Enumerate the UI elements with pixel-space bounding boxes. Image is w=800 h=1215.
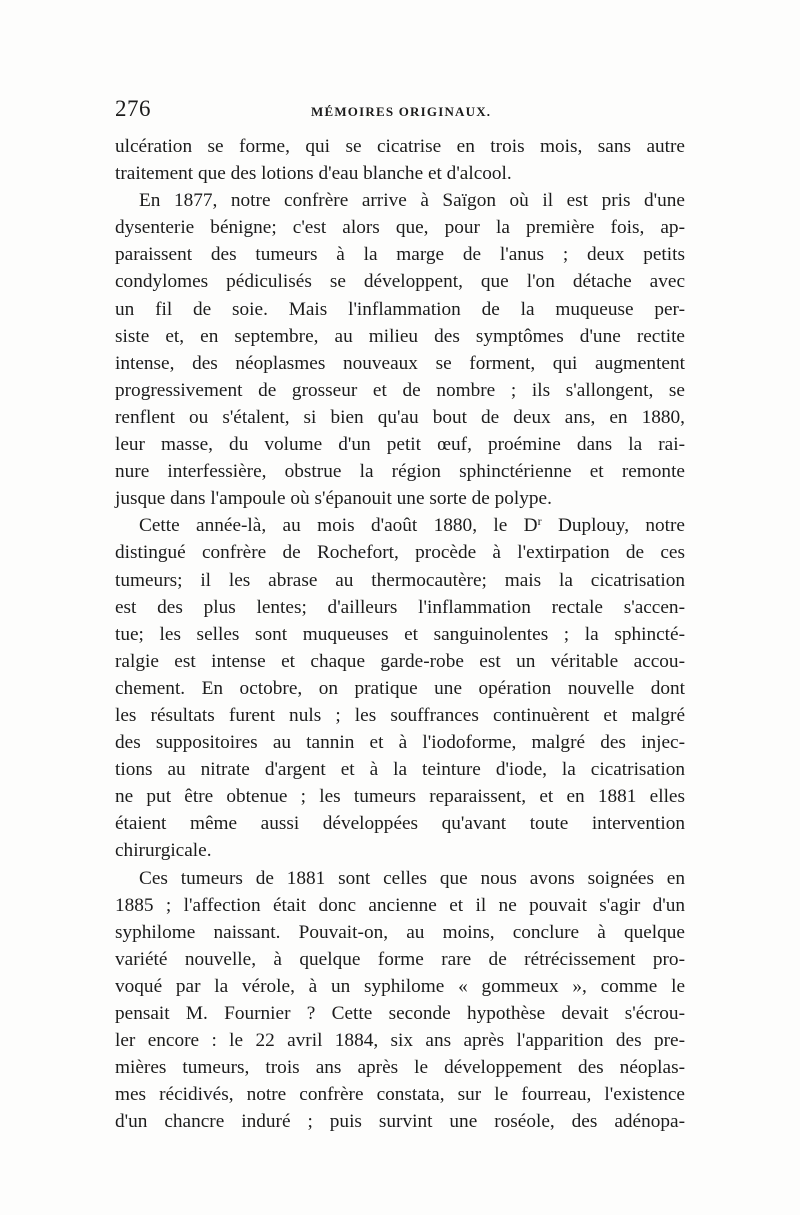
text-line xyxy=(115,594,685,621)
text-line xyxy=(115,1054,685,1081)
text-line xyxy=(115,485,685,512)
text-line-content: chement. En octobre, on pratique une opération nouvelle dont xyxy=(115,677,685,699)
text-line-content: est des plus lentes; d'ailleurs l'inflammation rectale s'accen- xyxy=(115,596,685,618)
text-line xyxy=(115,377,685,404)
text-line-content: condylomes pédiculisés se développent, que l'on détache avec xyxy=(115,271,685,293)
text-line xyxy=(115,268,685,295)
running-head: MÉMOIRES ORIGINAUX. xyxy=(311,104,492,119)
text-line xyxy=(115,865,685,892)
text-line-content: traitement que des lotions d'eau blanche et d'alcool. xyxy=(115,163,512,185)
text-line xyxy=(115,133,685,160)
text-line xyxy=(115,323,685,350)
text-line-content: mières tumeurs, trois ans après le développement des néoplas- xyxy=(115,1057,685,1079)
text-line-content: étaient même aussi développées qu'avant toute intervention xyxy=(115,813,685,835)
text-line xyxy=(115,404,685,431)
text-line-content: ralgie est intense et chaque garde-robe est un véritable accou- xyxy=(115,650,685,672)
text-line xyxy=(115,729,685,756)
text-line-content: d'un chancre induré ; puis survint une roséole, des adénopa- xyxy=(115,1111,685,1133)
text-line xyxy=(115,567,685,594)
text-line xyxy=(115,756,685,783)
text-line xyxy=(115,431,685,458)
text-line-content: chirurgicale. xyxy=(115,840,212,862)
text-line xyxy=(115,160,685,187)
text-line-content: paraissent des tumeurs à la marge de l'anus ; deux petits xyxy=(115,244,685,266)
text-line xyxy=(115,946,685,973)
text-line-continuation: Duplouy, notre xyxy=(541,515,685,537)
text-line-content: nure interfessière, obstrue la région sphinctérienne et remonte xyxy=(115,461,685,483)
page-number: 276 xyxy=(115,96,151,121)
text-line-content: Cette année-là, au mois d'août 1880, le D xyxy=(139,515,538,537)
text-line-content: tions au nitrate d'argent et à la teinture d'iode, la cicatrisation xyxy=(115,759,685,781)
text-line xyxy=(115,1108,685,1135)
text-line xyxy=(115,241,685,268)
text-line-content: variété nouvelle, à quelque forme rare de rétrécissement pro- xyxy=(115,948,685,970)
text-line xyxy=(115,350,685,377)
text-line xyxy=(115,783,685,810)
text-line-content: En 1877, notre confrère arrive à Saïgon où il est pris d'une xyxy=(139,190,685,212)
text-line xyxy=(115,1081,685,1108)
text-line-content: voqué par la vérole, à un syphilome « gommeux », comme le xyxy=(115,975,685,997)
text-line xyxy=(115,810,685,837)
text-line-content: ler encore : le 22 avril 1884, six ans après l'apparition des pre- xyxy=(115,1030,685,1052)
text-line xyxy=(115,892,685,919)
text-line-content: pensait M. Fournier ? Cette seconde hypothèse devait s'écrou- xyxy=(115,1003,685,1024)
text-line-content: syphilome naissant. Pouvait-on, au moins, conclure à quelque xyxy=(115,921,685,943)
text-line xyxy=(115,539,685,566)
text-line-content: 1885 ; l'affection était donc ancienne et il ne pouvait s'agir d'un xyxy=(115,894,685,916)
text-line-content: ulcération se forme, qui se cicatrise en trois mois, sans autre xyxy=(115,136,685,157)
text-line-content: dysenterie bénigne; c'est alors que, pour la première fois, ap- xyxy=(115,217,685,239)
text-line-content: intense, des néoplasmes nouveaux se forment, qui augmentent xyxy=(115,352,685,374)
text-line-content: leur masse, du volume d'un petit œuf, proémine dans la rai- xyxy=(115,434,685,456)
text-line-content: tumeurs; il les abrase au thermocautère; mais la cicatrisation xyxy=(115,569,685,591)
page-header xyxy=(115,96,680,126)
text-line-content: ne put être obtenue ; les tumeurs reparaissent, et en 1881 elles xyxy=(115,786,685,808)
body-text xyxy=(115,133,685,1135)
text-line xyxy=(115,702,685,729)
text-line-content: progressivement de grosseur et de nombre ; ils s'allongent, se xyxy=(115,379,685,401)
text-line-content: renflent ou s'étalent, si bien qu'au bout de deux ans, en 1880, xyxy=(115,406,685,428)
text-line xyxy=(115,458,685,485)
text-line xyxy=(115,1027,685,1054)
text-line xyxy=(115,837,685,864)
text-line-content: siste et, en septembre, au milieu des symptômes d'une rectite xyxy=(115,325,685,347)
text-line-content: distingué confrère de Rochefort, procède à l'extirpation de ces xyxy=(115,542,685,564)
text-line-content: les résultats furent nuls ; les souffrances continuèrent et malgré xyxy=(115,704,685,726)
text-line-content: Ces tumeurs de 1881 sont celles que nous avons soignées en xyxy=(139,867,685,889)
text-line-content: jusque dans l'ampoule où s'épanouit une sorte de polype. xyxy=(115,488,552,510)
text-line-content: mes récidivés, notre confrère constata, sur le fourreau, l'existence xyxy=(115,1084,685,1106)
text-line xyxy=(115,621,685,648)
superscript: r xyxy=(537,514,542,529)
text-line xyxy=(115,648,685,675)
text-line xyxy=(115,296,685,323)
text-line-content: un fil de soie. Mais l'inflammation de la muqueuse per- xyxy=(115,298,685,320)
text-line xyxy=(115,919,685,946)
text-line-content: des suppositoires au tannin et à l'iodoforme, malgré des injec- xyxy=(115,732,685,754)
text-line xyxy=(115,675,685,702)
text-line xyxy=(115,214,685,241)
text-line xyxy=(115,1000,685,1027)
text-line xyxy=(115,512,685,539)
text-line-content: tue; les selles sont muqueuses et sanguinolentes ; la sphincté- xyxy=(115,623,685,645)
text-line xyxy=(115,973,685,1000)
text-line xyxy=(115,187,685,214)
